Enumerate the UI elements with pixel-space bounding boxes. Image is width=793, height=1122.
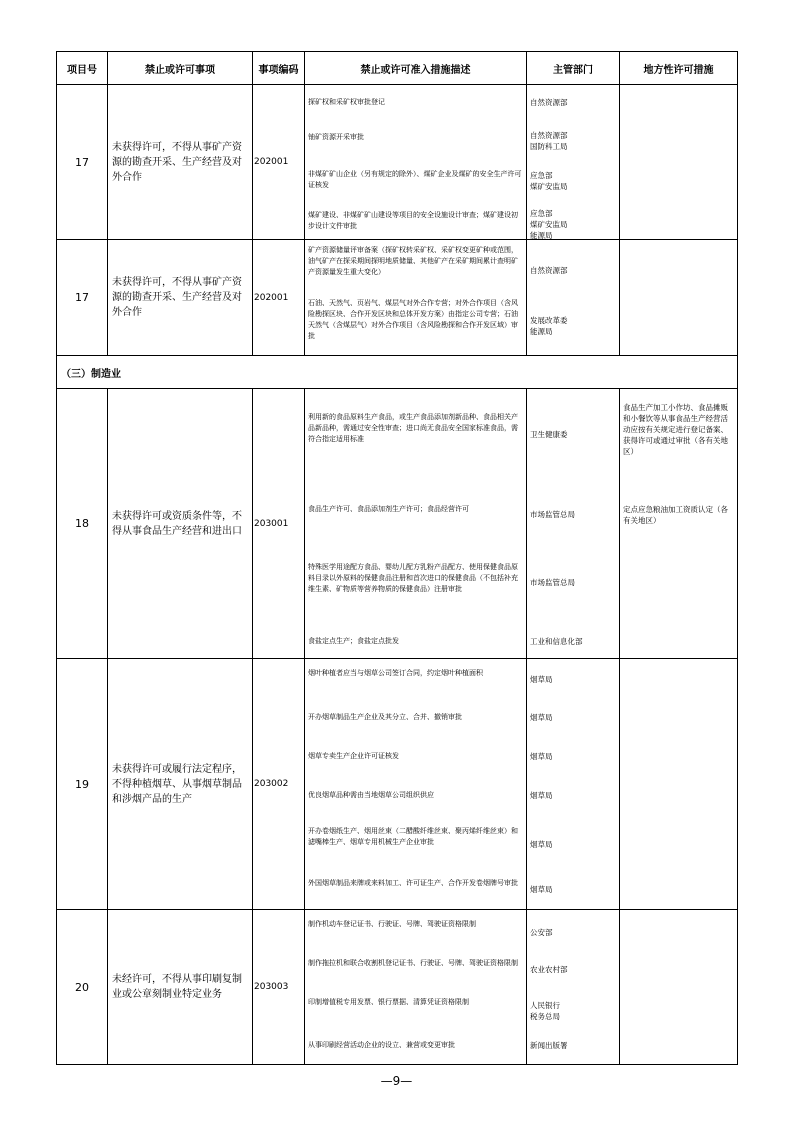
- measure-desc: 煤矿建设、非煤矿矿山建设等项目的安全设施设计审查；煤矿建设初步设计文件审批: [308, 211, 518, 230]
- measure-desc: 优良烟草品种需由当地烟草公司组织供应: [308, 791, 434, 799]
- item-number: 20: [57, 910, 108, 1065]
- dept-text: 自然资源部 国防科工局: [530, 131, 568, 151]
- measure-desc: 烟草专卖生产企业许可证核发: [308, 752, 399, 760]
- item-text: 未获得许可或资质条件等，不得从事食品生产经营和进出口: [108, 389, 253, 659]
- measure-desc: 铀矿资源开采审批: [308, 133, 364, 141]
- permit-table: [56, 51, 738, 1065]
- measure-desc: 烟叶种植者应当与烟草公司签订合同，约定烟叶种植面积: [308, 669, 483, 677]
- table-row: [57, 659, 738, 910]
- measure-desc: 从事印刷经营活动企业的设立、兼营或变更审批: [308, 1041, 455, 1049]
- item-text: 未获得许可，不得从事矿产资源的勘查开采、生产经营及对外合作: [108, 240, 253, 356]
- measure-desc: 探矿权和采矿权审批登记: [308, 98, 385, 106]
- local-measure: 食品生产加工小作坊、食品摊贩和小餐饮等从事食品生产经营活动应按有关规定进行登记备案、获得许可或通过审批（各有关地区）: [623, 403, 728, 456]
- header-item: 禁止或许可事项: [108, 52, 253, 85]
- table-row: [57, 85, 738, 240]
- item-text: 未获得许可或履行法定程序，不得种植烟草、从事烟草制品和涉烟产品的生产: [108, 659, 253, 910]
- measure-desc: 制作机动车登记证书、行驶证、号牌、驾驶证资格限制: [308, 920, 476, 928]
- item-code: 202001: [253, 240, 305, 356]
- header-local: 地方性许可措施: [620, 52, 738, 85]
- dept-text: 烟草局: [530, 713, 553, 722]
- measure-desc: 开办烟草制品生产企业及其分立、合并、撤销审批: [308, 713, 462, 721]
- dept-text: 烟草局: [530, 840, 553, 849]
- table-row: [57, 240, 738, 356]
- item-number: 17: [57, 85, 108, 240]
- header-row: [57, 52, 738, 85]
- header-item-no: 项目号: [57, 52, 108, 85]
- table-row: [57, 910, 738, 1065]
- dept-text: 人民银行 税务总局: [530, 1001, 560, 1021]
- table-row: [57, 389, 738, 659]
- section-row: [57, 356, 738, 389]
- item-code: 202001: [253, 85, 305, 240]
- dept-text: 烟草局: [530, 885, 553, 894]
- dept-text: 公安部: [530, 928, 553, 937]
- dept-text: 发展改革委 能源局: [530, 316, 568, 336]
- item-code: 203002: [253, 659, 305, 910]
- dept-text: 烟草局: [530, 791, 553, 800]
- dept-text: 市场监管总局: [530, 578, 575, 587]
- dept-text: 新闻出版署: [530, 1041, 568, 1050]
- dept-text: 烟草局: [530, 675, 553, 684]
- measure-desc: 食品生产许可、食品添加剂生产许可；食品经营许可: [308, 505, 469, 513]
- item-number: 18: [57, 389, 108, 659]
- measure-desc: 开办卷烟纸生产、烟用丝束（二醋酸纤维丝束、聚丙烯纤维丝束）和滤嘴棒生产、烟草专用机械生产企业审批: [308, 827, 518, 846]
- measure-desc: 印制增值税专用发票、银行票据、清算凭证资格限制: [308, 998, 469, 1006]
- local-measure: 定点应急粮油加工资质认定（各有关地区）: [623, 505, 728, 525]
- dept-text: 工业和信息化部: [530, 637, 583, 646]
- dept-text: 自然资源部: [530, 266, 568, 275]
- page-number: —9—: [380, 1074, 413, 1088]
- item-code: 203001: [253, 389, 305, 659]
- dept-text: 卫生健康委: [530, 430, 568, 439]
- measure-desc: 外国烟草制品来牌或来料加工、许可证生产、合作开发卷烟牌号审批: [308, 879, 518, 887]
- measure-desc: 石油、天然气、页岩气、煤层气对外合作专营；对外合作项目（含风险勘探区块、合作开发区块和总体开发方案）由指定公司专营；石油天然气（含煤层气）对外合作项目（含风险勘探和合作开发区域）审批: [308, 299, 518, 340]
- item-text: 未经许可，不得从事印刷复制业或公章刻制业特定业务: [108, 910, 253, 1065]
- item-number: 19: [57, 659, 108, 910]
- header-dept: 主管部门: [527, 52, 620, 85]
- item-number: 17: [57, 240, 108, 356]
- section-title: （三）制造业: [57, 356, 738, 389]
- dept-text: 自然资源部: [530, 98, 568, 107]
- measure-desc: 食盐定点生产；食盐定点批发: [308, 637, 399, 645]
- item-text: 未获得许可，不得从事矿产资源的勘查开采、生产经营及对外合作: [108, 85, 253, 240]
- dept-text: 应急部 煤矿安监局 能源局: [530, 209, 568, 240]
- dept-text: 农业农村部: [530, 965, 568, 974]
- measure-desc: 特殊医学用途配方食品、婴幼儿配方乳粉产品配方、使用保健食品原料目录以外原料的保健食品注册和首次进口的保健食品（不包括补充维生素、矿物质等营养物质的保健食品）注册审批: [308, 563, 518, 593]
- dept-text: 应急部 煤矿安监局: [530, 171, 568, 191]
- header-measures: 禁止或许可准入措施描述: [305, 52, 527, 85]
- item-code: 203003: [253, 910, 305, 1065]
- dept-text: 烟草局: [530, 752, 553, 761]
- header-code: 事项编码: [253, 52, 305, 85]
- measure-desc: 矿产资源储量评审备案（探矿权转采矿权、采矿权变更矿种或范围，油气矿产在探采期间探明地质储量、其他矿产在采矿期间累计查明矿产资源量发生重大变化）: [308, 246, 518, 276]
- measure-desc: 利用新的食品原料生产食品，或生产食品添加剂新品种、食品相关产品新品种，需通过安全性审查；进口尚无食品安全国家标准食品，需符合指定适用标准: [308, 413, 518, 443]
- measure-desc: 非煤矿矿山企业（另有规定的除外）、煤矿企业及煤矿的安全生产许可证核发: [308, 170, 522, 189]
- dept-text: 市场监管总局: [530, 510, 575, 519]
- measure-desc: 制作拖拉机和联合收割机登记证书、行驶证、号牌、驾驶证资格限制: [308, 959, 518, 967]
